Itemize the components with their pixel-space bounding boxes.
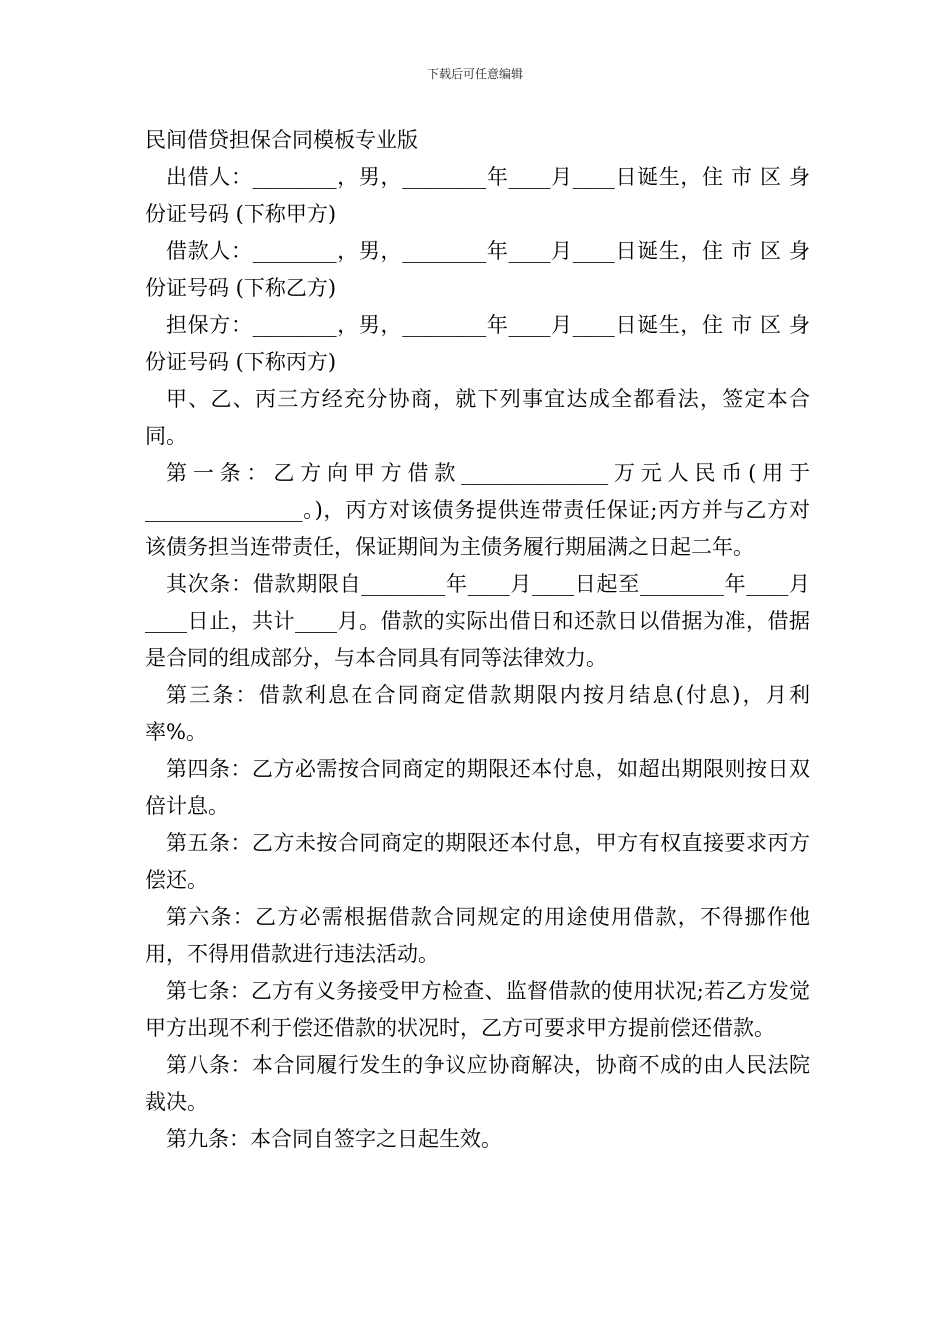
article-5: 第五条：乙方未按合同商定的期限还本付息，甲方有权直接要求丙方偿还。 (145, 831, 810, 892)
document-body (145, 122, 810, 1158)
article-9: 第九条：本合同自签字之日起生效。 (166, 1127, 502, 1151)
page-header: 下载后可任意编辑 (426, 67, 523, 81)
preamble: 甲、乙、丙三方经充分协商，就下列事宜达成全都看法，签定本合同。 (145, 387, 810, 448)
party-borrower: 借款人：________，男，________年____月____日诞生，住 市 区 身份证号码 (下称乙方) (145, 239, 810, 300)
article-6: 第六条：乙方必需根据借款合同规定的用途使用借款，不得挪作他用，不得用借款进行违法活动。 (145, 905, 810, 966)
article-4: 第四条：乙方必需按合同商定的期限还本付息，如超出期限则按日双倍计息。 (145, 757, 810, 818)
article-7: 第七条：乙方有义务接受甲方检查、监督借款的使用状况;若乙方发觉甲方出现不利于偿还借款的状况时，乙方可要求甲方提前偿还借款。 (145, 979, 810, 1040)
party-guarantor: 担保方：________，男，________年____月____日诞生，住 市 区 身份证号码 (下称丙方) (145, 313, 810, 374)
article-1: 第一条：乙方向甲方借款______________万元人民币(用于_______________。)，丙方对该债务提供连带责任保证;丙方并与乙方对该债务担当连带责任，保证期间为主债务履行期届满之日起二年。 (145, 461, 810, 559)
article-3: 第三条：借款利息在合同商定借款期限内按月结息(付息)，月利率%。 (145, 683, 810, 744)
article-2: 其次条：借款期限自________年____月____日起至________年____月____日止，共计____月。借款的实际出借日和还款日以借据为准，借据是合同的组成部分，与本合同具有同等法律效力。 (145, 572, 810, 670)
document-title: 民间借贷担保合同模板专业版 (145, 128, 418, 152)
article-8: 第八条：本合同履行发生的争议应协商解决，协商不成的由人民法院裁决。 (145, 1053, 810, 1114)
party-lender: 出借人：________，男，________年____月____日诞生，住 市 区 身份证号码 (下称甲方) (145, 165, 810, 226)
